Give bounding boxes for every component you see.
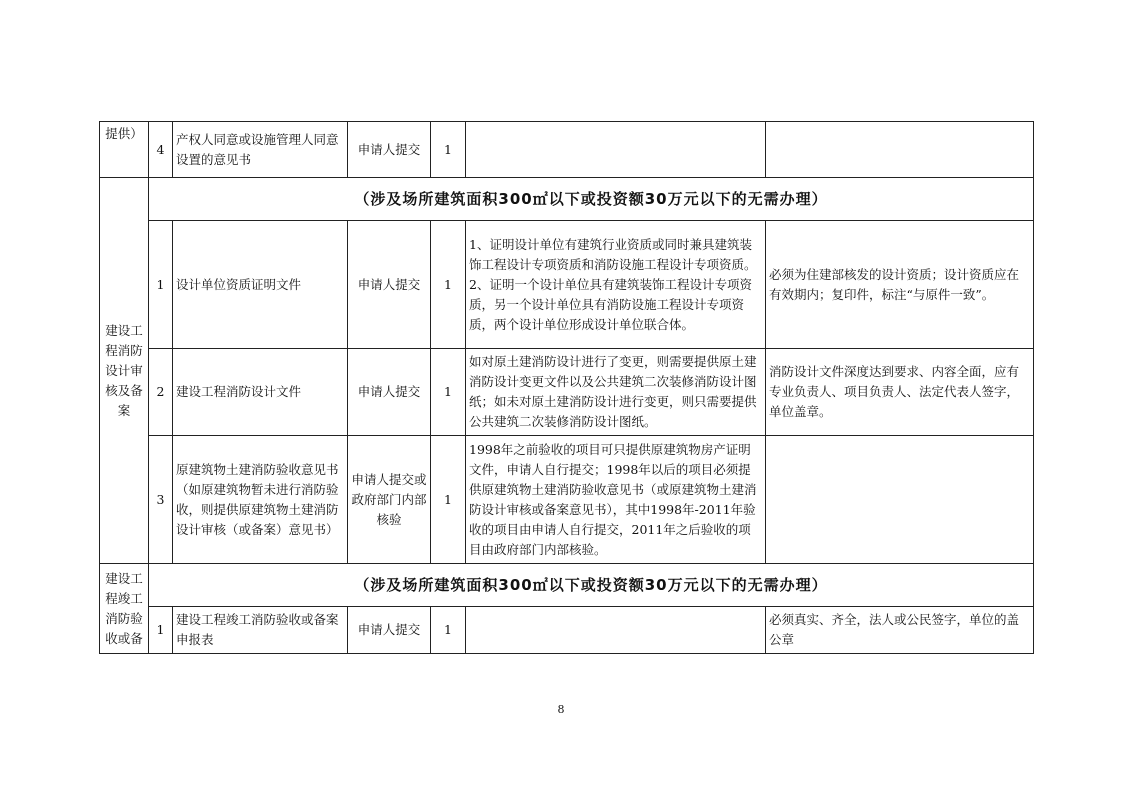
materials-table	[99, 121, 1034, 654]
submitter: 申请人提交	[348, 221, 431, 349]
item-number: 1	[149, 221, 173, 349]
material-description	[466, 122, 766, 178]
material-description	[466, 607, 766, 654]
material-description: 1、证明设计单位有建筑行业资质或同时兼具建筑装饰工程设计专项资质和消防设施工程设计专项资质。 2、证明一个设计单位具有建筑装饰工程设计专项资质，另一个设计单位具有消防设施工程设计专项资质，两个设计单位形成设计单位联合体。	[466, 221, 766, 349]
exemption-note: （涉及场所建筑面积300㎡以下或投资额30万元以下的无需办理）	[149, 178, 1034, 221]
item-number: 4	[149, 122, 173, 178]
page-number: 8	[557, 703, 565, 716]
section-completion-acceptance: 建设工程竣工消防验收或备	[100, 564, 149, 654]
table-row	[100, 349, 1034, 436]
table-row	[100, 607, 1034, 654]
submitter: 申请人提交	[348, 122, 431, 178]
submitter: 申请人提交	[348, 349, 431, 436]
requirement	[766, 122, 1034, 178]
material-name: 产权人同意或设施管理人同意设置的意见书	[173, 122, 348, 178]
table-row	[100, 564, 1034, 607]
category-cell: 提供）	[100, 122, 149, 178]
copies: 1	[431, 122, 466, 178]
table-row	[100, 221, 1034, 349]
material-description: 1998年之前验收的项目可只提供原建筑物房产证明文件，申请人自行提交；1998年以后的项目必须提供原建筑物土建消防验收意见书（或原建筑物土建消防设计审核或备案意见书），其中1998年-2011年验收的项目由申请人自行提交，2011年之后验收的项目由政府部门内部核验。	[466, 436, 766, 564]
material-description: 如对原土建消防设计进行了变更，则需要提供原土建消防设计变更文件以及公共建筑二次装修消防设计图纸；如未对原土建消防设计进行变更，则只需要提供公共建筑二次装修消防设计图纸。	[466, 349, 766, 436]
item-number: 1	[149, 607, 173, 654]
exemption-note: （涉及场所建筑面积300㎡以下或投资额30万元以下的无需办理）	[149, 564, 1034, 607]
submitter: 申请人提交	[348, 607, 431, 654]
material-name: 设计单位资质证明文件	[173, 221, 348, 349]
material-name: 建设工程竣工消防验收或备案申报表	[173, 607, 348, 654]
section-design-review: 建设工程消防设计审核及备案	[100, 178, 149, 564]
requirement: 必须为住建部核发的设计资质；设计资质应在有效期内；复印件，标注“与原件一致”。	[766, 221, 1034, 349]
table-row	[100, 122, 1034, 178]
table-row	[100, 436, 1034, 564]
copies: 1	[431, 436, 466, 564]
requirement: 消防设计文件深度达到要求、内容全面，应有专业负责人、项目负责人、法定代表人签字，单位盖章。	[766, 349, 1034, 436]
requirement	[766, 436, 1034, 564]
material-name: 原建筑物土建消防验收意见书（如原建筑物暂未进行消防验收，则提供原建筑物土建消防设计审核（或备案）意见书）	[173, 436, 348, 564]
copies: 1	[431, 221, 466, 349]
submitter: 申请人提交或政府部门内部核验	[348, 436, 431, 564]
requirement: 必须真实、齐全，法人或公民签字，单位的盖公章	[766, 607, 1034, 654]
material-name: 建设工程消防设计文件	[173, 349, 348, 436]
table-row	[100, 178, 1034, 221]
copies: 1	[431, 607, 466, 654]
copies: 1	[431, 349, 466, 436]
item-number: 3	[149, 436, 173, 564]
item-number: 2	[149, 349, 173, 436]
